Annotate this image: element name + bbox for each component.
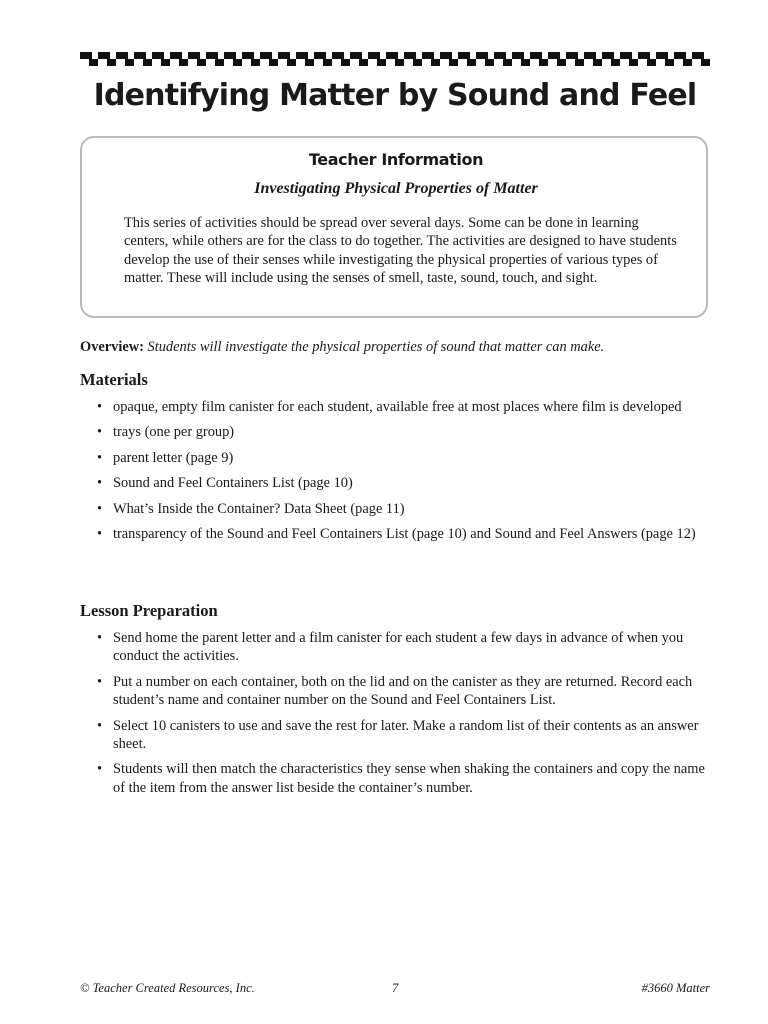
lesson-preparation-item-text: Put a number on each container, both on the lid and on the canister as they are returned. Record each student’s name and container number on the Sound and Feel Containers List.	[113, 673, 693, 709]
list-item	[97, 673, 707, 710]
lesson-preparation-item-text: Select 10 canisters to use and save the rest for later. Make a random list of their contents as an answer sheet.	[113, 717, 699, 753]
bullet-icon: •	[97, 475, 103, 492]
list-item	[97, 717, 707, 754]
bullet-icon: •	[97, 526, 103, 543]
overview	[80, 339, 720, 356]
materials-item-text: transparency of the Sound and Feel Containers List (page 10) and Sound and Feel Answers (page 12)	[113, 526, 696, 543]
materials-item-text: parent letter (page 9)	[113, 449, 234, 466]
lesson-preparation-heading: Lesson Preparation	[80, 601, 218, 620]
list-item	[97, 500, 707, 518]
teacher-information-subheading: Investigating Physical Properties of Matter	[254, 180, 538, 197]
lesson-preparation-item-text: Send home the parent letter and a film canister for each student a few days in advance of when you conduct the activities.	[113, 630, 684, 665]
footer-copyright: © Teacher Created Resources, Inc.	[80, 981, 255, 995]
materials-item-text: opaque, empty film canister for each student, available free at most places where film is developed	[113, 399, 682, 415]
materials-item-text: What’s Inside the Container? Data Sheet (page 11)	[113, 500, 405, 517]
overview-label: Overview:	[80, 339, 144, 355]
materials-heading: Materials	[80, 370, 148, 389]
bullet-icon: •	[97, 673, 103, 690]
page-title: Identifying Matter by Sound and Feel	[93, 78, 697, 113]
footer-page-number: 7	[392, 981, 399, 995]
teacher-information-body: This series of activities should be spread over several days. Some can be done in learning centers, while others are for the class to do together. The activities are designed to have students develop the use of their senses while investigating the physical properties of various types of matter. These will include using the senses of smell, taste, sound, touch, and sight.	[124, 215, 677, 287]
lesson-preparation-item-text: Students will then match the characteristics they sense when shaking the containers and copy the name of the item from the answer list beside the container’s number.	[113, 761, 705, 796]
bullet-icon: •	[97, 630, 103, 646]
materials-item-text: Sound and Feel Containers List (page 10)	[113, 475, 353, 492]
list-item	[97, 449, 707, 467]
teacher-information-heading: Teacher Information	[308, 150, 484, 169]
bullet-icon: •	[97, 399, 103, 415]
checkered-border-decoration	[80, 52, 710, 66]
list-item	[97, 629, 707, 666]
materials-item-text: trays (one per group)	[113, 424, 235, 441]
list-item	[97, 525, 707, 543]
list-item	[97, 398, 707, 416]
bullet-icon: •	[97, 500, 103, 517]
footer-book-id: #3660 Matter	[641, 981, 710, 995]
lesson-preparation-list	[97, 629, 707, 797]
bullet-icon: •	[97, 449, 103, 466]
bullet-icon: •	[97, 424, 103, 441]
list-item	[97, 474, 707, 492]
materials-list	[97, 398, 707, 543]
overview-text: Students will investigate the physical properties of sound that matter can make.	[147, 339, 605, 355]
list-item	[97, 760, 707, 797]
bullet-icon: •	[97, 761, 103, 778]
teacher-information-box	[80, 136, 708, 318]
bullet-icon: •	[97, 717, 103, 734]
list-item	[97, 423, 707, 441]
